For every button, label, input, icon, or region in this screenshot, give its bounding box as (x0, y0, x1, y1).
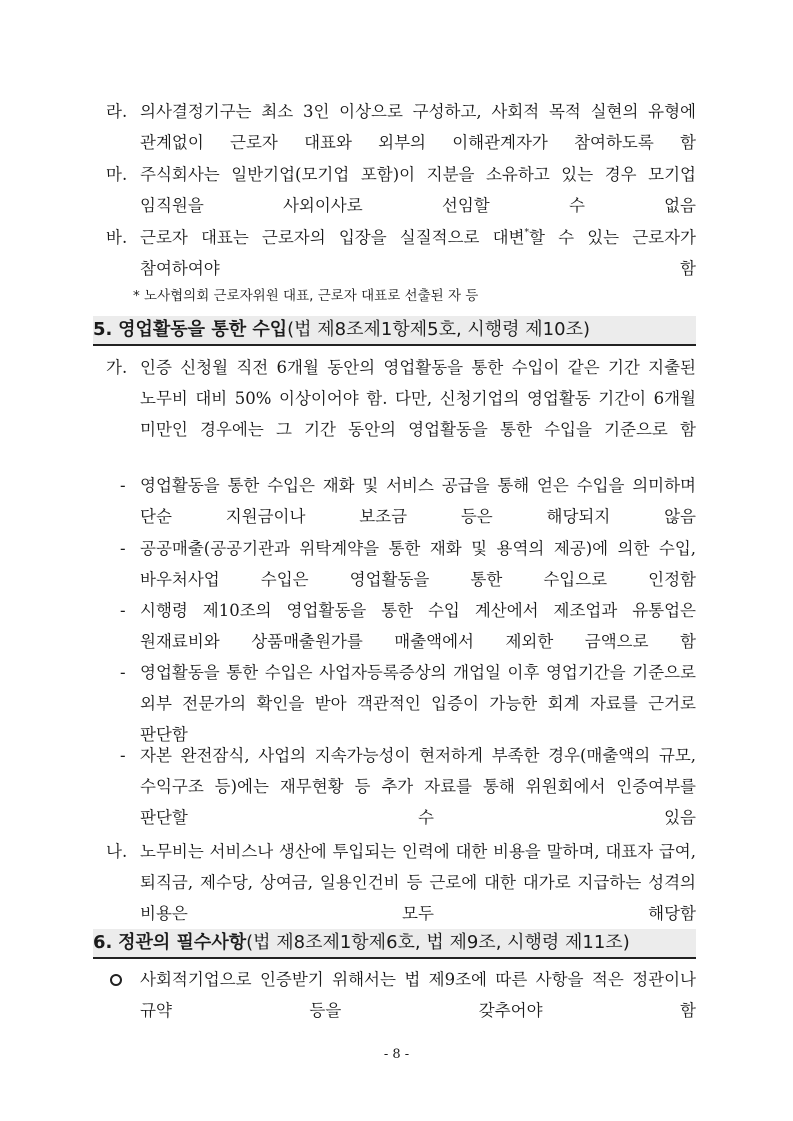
item-label: 가. (106, 358, 128, 377)
section-reference: (법 제8조제1항제6호, 법 제9조, 시행령 제11조) (246, 932, 630, 953)
section-number: 6. (93, 932, 113, 953)
section-reference: (법 제8조제1항제5호, 시행령 제10조) (287, 319, 590, 340)
list-item-ba (106, 222, 696, 284)
bullet-text: 자본 완전잠식, 사업의 지속가능성이 현저하게 부족한 경우(매출액의 규모, 수익구조 등)에는 재무현황 등 추가 자료를 통해 위원회에서 인증여부를 판단할 수 있음 (140, 746, 696, 827)
dash-marker: - (120, 476, 126, 495)
section-heading-6 (93, 929, 696, 959)
footnote: * 노사협의회 근로자위원 대표, 근로자 대표로 선출된 자 등 (133, 288, 479, 304)
item-label: 라. (106, 102, 128, 121)
item-label: 나. (106, 842, 128, 861)
bullet-item (120, 595, 696, 657)
item-text-cont: 할 수 있는 근로자가 참여하여야 함 (140, 228, 696, 278)
bullet-item (120, 740, 696, 833)
list-item-ra (106, 96, 696, 158)
section-heading-5 (93, 316, 696, 346)
bullet-item (120, 470, 696, 532)
item-text: 사회적기업으로 인증받기 위해서는 법 제9조에 따른 사항을 적은 정관이나 규약 등을 갖추어야 함 (140, 970, 696, 1020)
item-text: 노무비는 서비스나 생산에 투입되는 인력에 대한 비용을 말하며, 대표자 급여, 퇴직금, 제수당, 상여금, 일용인건비 등 근로에 대한 대가로 지급하는 성격의 비용은 모두 해당함 (140, 842, 696, 923)
dash-marker: - (120, 663, 126, 682)
list-item-ga (106, 352, 696, 445)
bullet-text: 공공매출(공공기관과 위탁계약을 통한 재화 및 용역의 제공)에 의한 수입, 바우처사업 수입은 영업활동을 통한 수입으로 인정함 (140, 539, 696, 589)
item-label: 바. (106, 228, 128, 247)
item-text: 인증 신청월 직전 6개월 동안의 영업활동을 통한 수입이 같은 기간 지출된 노무비 대비 50% 이상이어야 함. 다만, 신청기업의 영업활동 기간이 6개월 미만인 경우에는 그 기간 동안의 영업활동을 통한 수입을 기준으로 함 (140, 358, 696, 439)
bullet-text: 영업활동을 통한 수입은 사업자등록증상의 개업일 이후 영업기간을 기준으로 외부 전문가의 확인을 받아 객관적인 입증이 가능한 회계 자료를 근거로 판단함 (140, 663, 696, 744)
section-number: 5. (93, 319, 113, 340)
section-title: 정관의 필수사항 (118, 932, 247, 953)
section-title: 영업활동을 통한 수입 (118, 319, 288, 340)
item-text: 주식회사는 일반기업(모기업 포함)이 지분을 소유하고 있는 경우 모기업 임직원을 사외이사로 선임할 수 없음 (140, 165, 696, 215)
footnote-marker: * (524, 228, 530, 238)
list-item-na (106, 836, 696, 929)
dash-marker: - (120, 746, 126, 765)
dash-marker: - (120, 601, 126, 620)
item-text: 의사결정기구는 최소 3인 이상으로 구성하고, 사회적 목적 실현의 유형에 관계없이 근로자 대표와 외부의 이해관계자가 참여하도록 함 (140, 102, 696, 152)
dash-marker: - (120, 539, 126, 558)
bullet-text: 시행령 제10조의 영업활동을 통한 수입 계산에서 제조업과 유통업은 원재료비와 상품매출원가를 매출액에서 제외한 금액으로 함 (140, 601, 696, 651)
bullet-text: 영업활동을 통한 수입은 재화 및 서비스 공급을 통해 얻은 수입을 의미하며 단순 지원금이나 보조금 등은 해당되지 않음 (140, 476, 696, 526)
item-label: 마. (106, 165, 128, 184)
bullet-item (120, 533, 696, 595)
bullet-item (120, 657, 696, 750)
item-text: 근로자 대표는 근로자의 입장을 실질적으로 대변 (140, 228, 525, 247)
list-item-ma (106, 159, 696, 221)
page-number: - 8 - (383, 1047, 410, 1062)
circle-icon (110, 974, 122, 986)
circle-bullet-item (140, 964, 696, 1026)
